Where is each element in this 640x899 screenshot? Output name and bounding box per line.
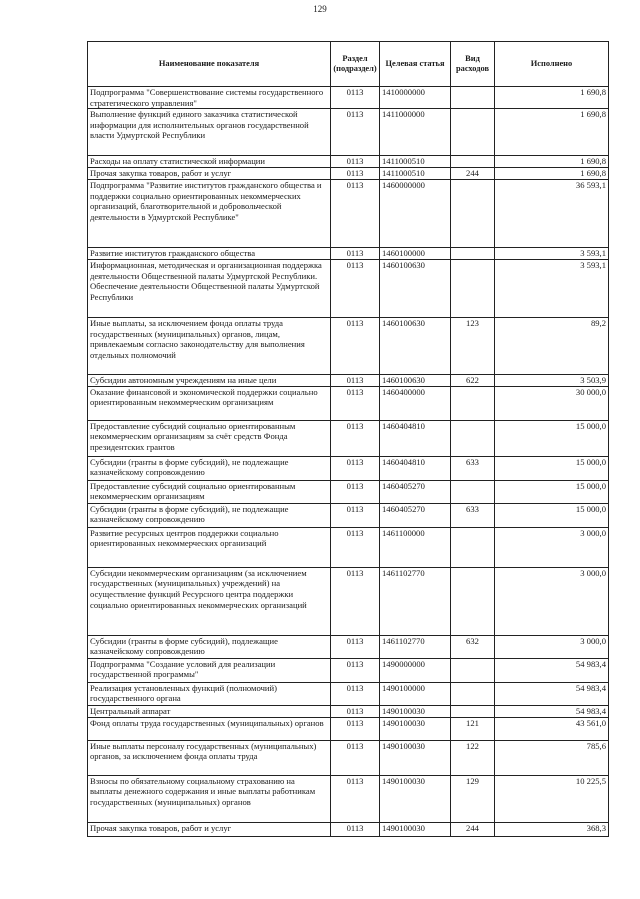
indicator-name-cell: Информационная, методическая и организационная поддержка деятельности Общественной палаты Удмуртской Республики. Обеспечение деятельности Общественной палаты Удмуртской Республики bbox=[88, 260, 331, 318]
expense-kind-cell bbox=[451, 480, 495, 503]
target-item-cell: 1460405270 bbox=[380, 503, 451, 527]
section-cell: 0113 bbox=[331, 503, 380, 527]
indicator-name-cell: Центральный аппарат bbox=[88, 705, 331, 717]
expense-kind-cell: 244 bbox=[451, 822, 495, 836]
table-row bbox=[88, 658, 609, 682]
section-cell: 0113 bbox=[331, 480, 380, 503]
target-item-cell: 1490100030 bbox=[380, 822, 451, 836]
target-item-cell: 1490100030 bbox=[380, 717, 451, 740]
expense-kind-cell bbox=[451, 156, 495, 168]
section-cell: 0113 bbox=[331, 260, 380, 318]
indicator-name-cell: Иные выплаты персоналу государственных (муниципальных) органов, за исключением фонда оплаты труда bbox=[88, 740, 331, 775]
executed-cell: 3 593,1 bbox=[495, 260, 609, 318]
page-number: 129 bbox=[313, 4, 327, 14]
section-cell: 0113 bbox=[331, 527, 380, 567]
target-item-cell: 1460400000 bbox=[380, 386, 451, 420]
expense-kind-cell bbox=[451, 248, 495, 260]
target-item-cell: 1411000510 bbox=[380, 168, 451, 180]
expense-kind-cell bbox=[451, 386, 495, 420]
expense-kind-cell bbox=[451, 567, 495, 635]
indicator-name-cell: Субсидии (гранты в форме субсидий), не подлежащие казначейскому сопровождению bbox=[88, 456, 331, 480]
executed-cell: 785,6 bbox=[495, 740, 609, 775]
indicator-name-cell: Подпрограмма "Развитие институтов гражданского общества и поддержки социально ориентированных некоммерческих организаций, благотворительной и добровольческой деятельности в Удмуртской Республике" bbox=[88, 180, 331, 248]
table-row bbox=[88, 109, 609, 156]
header-executed: Исполнено bbox=[495, 42, 609, 87]
table-row bbox=[88, 248, 609, 260]
table-row bbox=[88, 318, 609, 375]
executed-cell: 36 593,1 bbox=[495, 180, 609, 248]
expense-kind-cell bbox=[451, 87, 495, 109]
table-row bbox=[88, 705, 609, 717]
target-item-cell: 1411000510 bbox=[380, 156, 451, 168]
indicator-name-cell: Субсидии автономным учреждениям на иные цели bbox=[88, 375, 331, 387]
table-row bbox=[88, 180, 609, 248]
table-row bbox=[88, 87, 609, 109]
indicator-name-cell: Прочая закупка товаров, работ и услуг bbox=[88, 168, 331, 180]
expense-kind-cell bbox=[451, 420, 495, 456]
expense-kind-cell bbox=[451, 180, 495, 248]
executed-cell: 3 503,9 bbox=[495, 375, 609, 387]
section-cell: 0113 bbox=[331, 109, 380, 156]
section-cell: 0113 bbox=[331, 248, 380, 260]
section-cell: 0113 bbox=[331, 168, 380, 180]
table-row bbox=[88, 822, 609, 836]
expense-kind-cell: 129 bbox=[451, 775, 495, 822]
section-cell: 0113 bbox=[331, 740, 380, 775]
executed-cell: 89,2 bbox=[495, 318, 609, 375]
indicator-name-cell: Взносы по обязательному социальному страхованию на выплаты денежного содержания и иные выплаты работникам государственных (муниципальных) органов bbox=[88, 775, 331, 822]
table-row bbox=[88, 168, 609, 180]
section-cell: 0113 bbox=[331, 567, 380, 635]
table-row bbox=[88, 567, 609, 635]
executed-cell: 1 690,8 bbox=[495, 168, 609, 180]
section-cell: 0113 bbox=[331, 180, 380, 248]
section-cell: 0113 bbox=[331, 705, 380, 717]
target-item-cell: 1460100630 bbox=[380, 318, 451, 375]
table-row bbox=[88, 527, 609, 567]
indicator-name-cell: Предоставление субсидий социально ориентированным некоммерческим организациям bbox=[88, 480, 331, 503]
indicator-name-cell: Субсидии некоммерческим организациям (за исключением государственных (муниципальных) учреждений) на осуществление функций Ресурсного центра поддержки социально ориентированных некоммерческих организаций bbox=[88, 567, 331, 635]
executed-cell: 368,3 bbox=[495, 822, 609, 836]
target-item-cell: 1460405270 bbox=[380, 480, 451, 503]
executed-cell: 1 690,8 bbox=[495, 87, 609, 109]
target-item-cell: 1460404810 bbox=[380, 456, 451, 480]
section-cell: 0113 bbox=[331, 822, 380, 836]
target-item-cell: 1490100000 bbox=[380, 682, 451, 705]
executed-cell: 1 690,8 bbox=[495, 109, 609, 156]
target-item-cell: 1461100000 bbox=[380, 527, 451, 567]
indicator-name-cell: Предоставление субсидий социально ориентированным некоммерческим организациям за счёт средств Фонда президентских грантов bbox=[88, 420, 331, 456]
indicator-name-cell: Выполнение функций единого заказчика статистической информации для исполнительных органов государственной власти Удмуртской Республики bbox=[88, 109, 331, 156]
section-cell: 0113 bbox=[331, 420, 380, 456]
expense-kind-cell bbox=[451, 682, 495, 705]
expense-kind-cell bbox=[451, 260, 495, 318]
indicator-name-cell: Иные выплаты, за исключением фонда оплаты труда государственных (муниципальных) органов, лицам, привлекаемым согласно законодательству для выполнения отдельных полномочий bbox=[88, 318, 331, 375]
expense-kind-cell: 633 bbox=[451, 503, 495, 527]
executed-cell: 15 000,0 bbox=[495, 503, 609, 527]
section-cell: 0113 bbox=[331, 156, 380, 168]
indicator-name-cell: Расходы на оплату статистической информации bbox=[88, 156, 331, 168]
section-cell: 0113 bbox=[331, 87, 380, 109]
indicator-name-cell: Оказание финансовой и экономической поддержки социально ориентированным некоммерческим организациям bbox=[88, 386, 331, 420]
header-expense-kind: Вид расходов bbox=[451, 42, 495, 87]
target-item-cell: 1490100030 bbox=[380, 705, 451, 717]
executed-cell: 3 593,1 bbox=[495, 248, 609, 260]
indicator-name-cell: Развитие институтов гражданского общества bbox=[88, 248, 331, 260]
section-cell: 0113 bbox=[331, 456, 380, 480]
indicator-name-cell: Субсидии (гранты в форме субсидий), не подлежащие казначейскому сопровождению bbox=[88, 503, 331, 527]
expense-kind-cell: 123 bbox=[451, 318, 495, 375]
table-row bbox=[88, 156, 609, 168]
table-row bbox=[88, 775, 609, 822]
executed-cell: 54 983,4 bbox=[495, 705, 609, 717]
section-cell: 0113 bbox=[331, 318, 380, 375]
indicator-name-cell: Развитие ресурсных центров поддержки социально ориентированных некоммерческих организаций bbox=[88, 527, 331, 567]
table-row bbox=[88, 682, 609, 705]
expense-kind-cell bbox=[451, 705, 495, 717]
executed-cell: 15 000,0 bbox=[495, 480, 609, 503]
target-item-cell: 1461102770 bbox=[380, 635, 451, 658]
table-row bbox=[88, 386, 609, 420]
executed-cell: 15 000,0 bbox=[495, 420, 609, 456]
target-item-cell: 1460404810 bbox=[380, 420, 451, 456]
section-cell: 0113 bbox=[331, 375, 380, 387]
header-target-item: Целевая статья bbox=[380, 42, 451, 87]
indicator-name-cell: Субсидии (гранты в форме субсидий), подлежащие казначейскому сопровождению bbox=[88, 635, 331, 658]
expense-kind-cell bbox=[451, 109, 495, 156]
expense-kind-cell bbox=[451, 658, 495, 682]
executed-cell: 10 225,5 bbox=[495, 775, 609, 822]
section-cell: 0113 bbox=[331, 775, 380, 822]
indicator-name-cell: Прочая закупка товаров, работ и услуг bbox=[88, 822, 331, 836]
target-item-cell: 1461102770 bbox=[380, 567, 451, 635]
executed-cell: 54 983,4 bbox=[495, 682, 609, 705]
executed-cell: 15 000,0 bbox=[495, 456, 609, 480]
section-cell: 0113 bbox=[331, 635, 380, 658]
table-header-row bbox=[88, 42, 609, 87]
target-item-cell: 1410000000 bbox=[380, 87, 451, 109]
target-item-cell: 1460100000 bbox=[380, 248, 451, 260]
table-row bbox=[88, 456, 609, 480]
executed-cell: 3 000,0 bbox=[495, 527, 609, 567]
expense-kind-cell: 121 bbox=[451, 717, 495, 740]
executed-cell: 3 000,0 bbox=[495, 635, 609, 658]
indicator-name-cell: Подпрограмма "Создание условий для реализации государственной программы" bbox=[88, 658, 331, 682]
expense-kind-cell: 633 bbox=[451, 456, 495, 480]
indicator-name-cell: Подпрограмма "Совершенствование системы государственного стратегического управления" bbox=[88, 87, 331, 109]
executed-cell: 3 000,0 bbox=[495, 567, 609, 635]
indicator-name-cell: Реализация установленных функций (полномочий) государственного органа bbox=[88, 682, 331, 705]
section-cell: 0113 bbox=[331, 386, 380, 420]
header-section: Раздел (подраздел) bbox=[331, 42, 380, 87]
target-item-cell: 1490000000 bbox=[380, 658, 451, 682]
table-row bbox=[88, 635, 609, 658]
executed-cell: 43 561,0 bbox=[495, 717, 609, 740]
section-cell: 0113 bbox=[331, 717, 380, 740]
table-row bbox=[88, 420, 609, 456]
expense-kind-cell: 622 bbox=[451, 375, 495, 387]
table-row bbox=[88, 503, 609, 527]
table-row bbox=[88, 375, 609, 387]
expense-kind-cell bbox=[451, 527, 495, 567]
indicator-name-cell: Фонд оплаты труда государственных (муниципальных) органов bbox=[88, 717, 331, 740]
target-item-cell: 1411000000 bbox=[380, 109, 451, 156]
target-item-cell: 1460100630 bbox=[380, 260, 451, 318]
expense-kind-cell: 244 bbox=[451, 168, 495, 180]
expense-kind-cell: 122 bbox=[451, 740, 495, 775]
section-cell: 0113 bbox=[331, 682, 380, 705]
executed-cell: 30 000,0 bbox=[495, 386, 609, 420]
expense-kind-cell: 632 bbox=[451, 635, 495, 658]
budget-execution-table bbox=[87, 41, 609, 837]
table-row bbox=[88, 260, 609, 318]
section-cell: 0113 bbox=[331, 658, 380, 682]
table-row bbox=[88, 480, 609, 503]
target-item-cell: 1460100630 bbox=[380, 375, 451, 387]
target-item-cell: 1460000000 bbox=[380, 180, 451, 248]
target-item-cell: 1490100030 bbox=[380, 775, 451, 822]
table-row bbox=[88, 740, 609, 775]
executed-cell: 1 690,8 bbox=[495, 156, 609, 168]
target-item-cell: 1490100030 bbox=[380, 740, 451, 775]
executed-cell: 54 983,4 bbox=[495, 658, 609, 682]
table-row bbox=[88, 717, 609, 740]
header-indicator-name: Наименование показателя bbox=[88, 42, 331, 87]
